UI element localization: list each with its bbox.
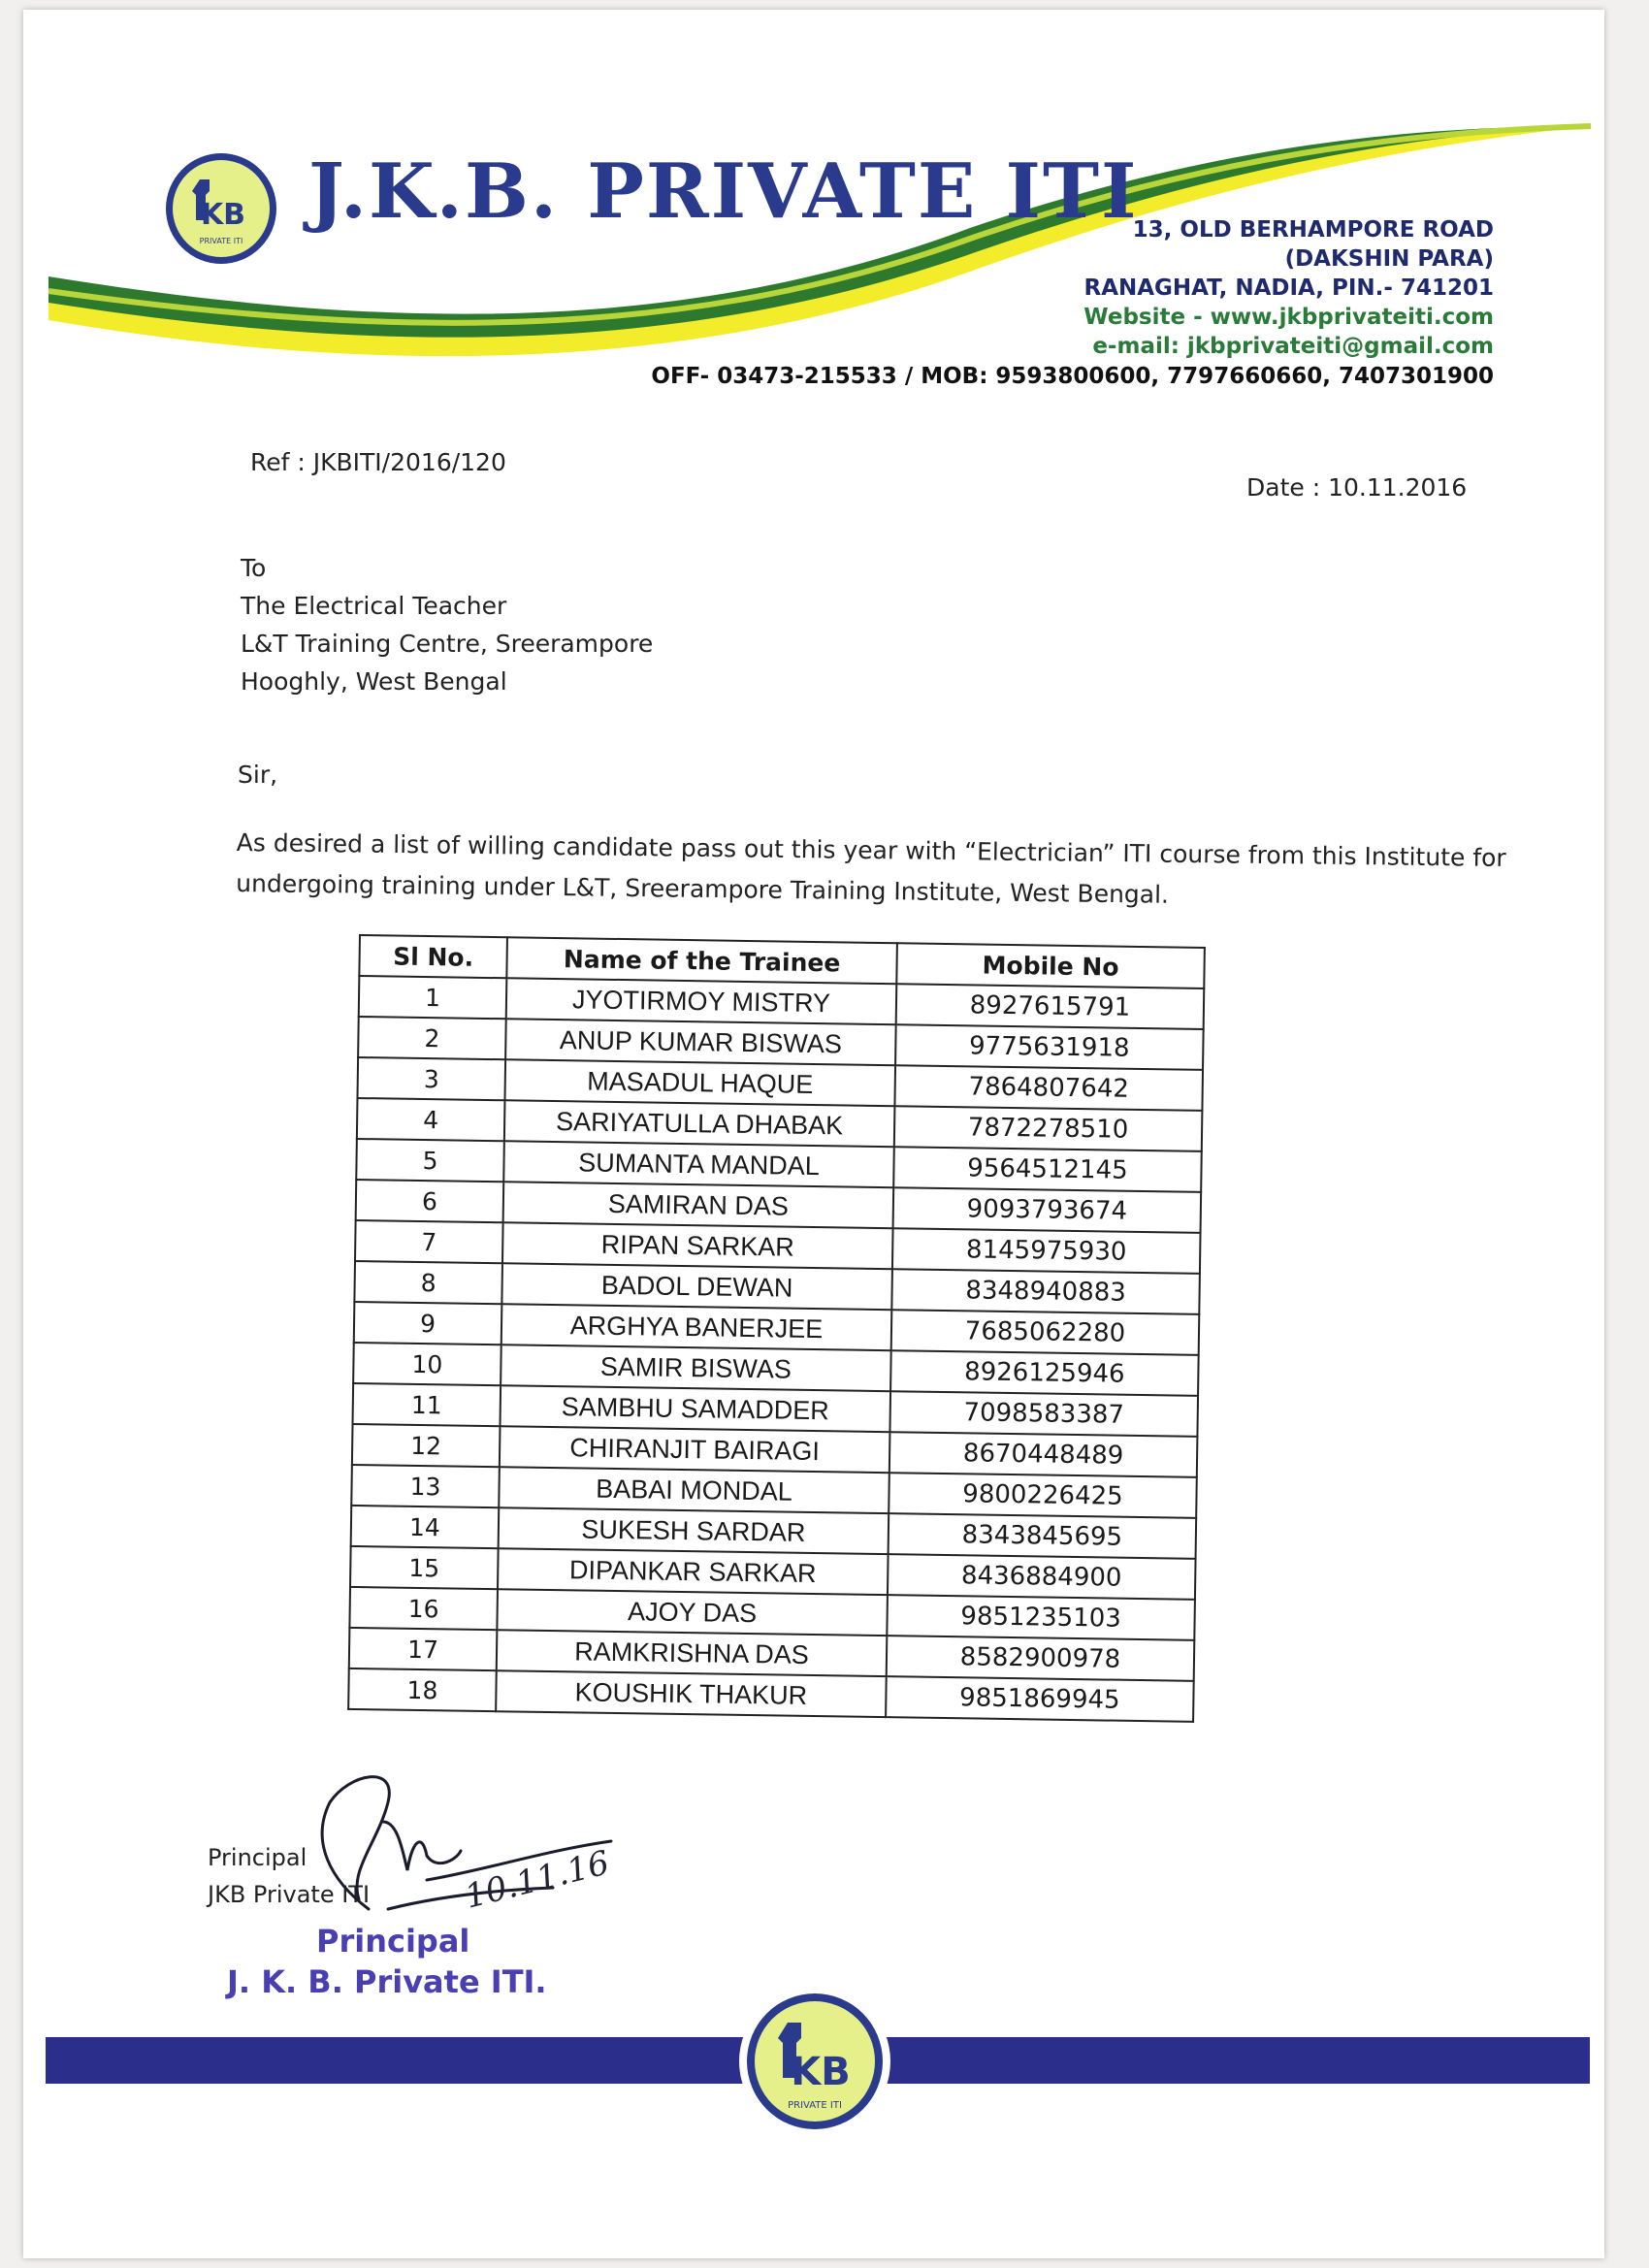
paragraph-line: As desired a list of willing candidate pass out this year with “Electrician” ITI course from this Institute for: [236, 827, 1506, 872]
cell-trainee-name: JYOTIRMOY MISTRY: [506, 978, 897, 1024]
cell-trainee-name: SAMIR BISWAS: [501, 1345, 891, 1391]
cell-sl-no: 15: [350, 1546, 499, 1589]
recipient-line: Hooghly, West Bengal: [241, 667, 507, 696]
cell-trainee-name: CHIRANJIT BAIRAGI: [500, 1426, 890, 1473]
handwritten-signature: [291, 1764, 621, 1928]
cell-sl-no: 6: [356, 1180, 504, 1222]
cell-sl-no: 2: [358, 1017, 506, 1059]
paragraph-line: undergoing training under L&T, Sreerampore Training Institute, West Bengal.: [236, 868, 1170, 909]
cell-trainee-name: DIPANKAR SARKAR: [498, 1548, 889, 1595]
cell-sl-no: 12: [352, 1424, 501, 1467]
cell-trainee-name: KOUSHIK THAKUR: [496, 1670, 887, 1717]
address-line-1: 13, OLD BERHAMPORE ROAD: [1132, 217, 1494, 243]
cell-mobile-no: 7685062280: [891, 1310, 1200, 1355]
cell-trainee-name: AJOY DAS: [497, 1589, 888, 1636]
cell-sl-no: 11: [353, 1383, 501, 1426]
cell-mobile-no: 9851869945: [886, 1676, 1194, 1722]
body-paragraph: [236, 823, 1506, 920]
cell-mobile-no: 7864807642: [894, 1065, 1203, 1111]
cell-sl-no: 18: [348, 1669, 497, 1711]
cell-sl-no: 3: [357, 1057, 505, 1100]
svg-text:PRIVATE ITI: PRIVATE ITI: [788, 2100, 842, 2111]
cell-sl-no: 7: [355, 1220, 503, 1263]
stamp-line-1: Principal: [316, 1923, 470, 1960]
svg-text:KB: KB: [791, 2050, 851, 2094]
cell-mobile-no: 8436884900: [888, 1554, 1196, 1600]
cell-sl-no: 13: [351, 1465, 500, 1507]
signatory-title: Principal: [208, 1844, 307, 1871]
address-line-3: RANAGHAT, NADIA, PIN.- 741201: [1083, 275, 1494, 301]
cell-sl-no: 17: [349, 1628, 498, 1670]
column-header-sl-no: Sl No.: [359, 935, 507, 978]
cell-mobile-no: 8670448489: [889, 1432, 1198, 1477]
address-line-2: (DAKSHIN PARA): [1284, 246, 1494, 272]
to-line: To: [241, 554, 267, 582]
cell-trainee-name: SUMANTA MANDAL: [503, 1141, 894, 1187]
stamp-line-2: J. K. B. Private ITI.: [227, 1963, 547, 2000]
cell-sl-no: 10: [353, 1343, 501, 1385]
cell-mobile-no: 7872278510: [894, 1106, 1203, 1151]
cell-sl-no: 1: [359, 976, 507, 1019]
cell-mobile-no: 9564512145: [893, 1147, 1202, 1192]
signatory-org: JKB Private ITI: [208, 1881, 371, 1908]
reference-number: Ref : JKBITI/2016/120: [250, 448, 506, 476]
cell-sl-no: 4: [357, 1098, 505, 1141]
jkb-logo-icon: [163, 150, 279, 267]
recipient-line: The Electrical Teacher: [241, 592, 507, 620]
cell-sl-no: 8: [354, 1261, 502, 1304]
cell-sl-no: 9: [354, 1302, 502, 1345]
cell-trainee-name: SAMBHU SAMADDER: [500, 1385, 890, 1432]
cell-mobile-no: 9775631918: [895, 1024, 1204, 1070]
cell-mobile-no: 9800226425: [889, 1473, 1197, 1518]
address-block: [1083, 215, 1494, 361]
table-body: [348, 976, 1204, 1722]
cell-mobile-no: 8926125946: [890, 1350, 1199, 1396]
cell-mobile-no: 8348940883: [891, 1269, 1200, 1314]
handwritten-date: 10.11.16: [461, 1843, 613, 1917]
cell-trainee-name: MASADUL HAQUE: [504, 1059, 895, 1106]
institute-name: J.K.B. PRIVATE ITI: [308, 147, 1139, 236]
cell-mobile-no: 9851235103: [887, 1595, 1195, 1640]
email-text: e-mail: jkbprivateiti@gmail.com: [1092, 334, 1494, 359]
cell-sl-no: 16: [349, 1587, 498, 1630]
phone-numbers: OFF- 03473-215533 / MOB: 9593800600, 7797660660, 7407301900: [651, 364, 1494, 389]
cell-mobile-no: 8582900978: [887, 1636, 1195, 1681]
salutation: Sir,: [238, 761, 278, 789]
svg-text:PRIVATE ITI: PRIVATE ITI: [199, 237, 243, 245]
cell-mobile-no: 8343845695: [889, 1513, 1197, 1559]
cell-mobile-no: 7098583387: [889, 1391, 1198, 1437]
letter-date: Date : 10.11.2016: [1246, 473, 1468, 502]
column-header-name: Name of the Trainee: [506, 937, 897, 984]
column-header-mobile: Mobile No: [896, 943, 1205, 988]
cell-sl-no: 14: [351, 1506, 500, 1548]
cell-mobile-no: 8927615791: [896, 984, 1205, 1029]
cell-trainee-name: ANUP KUMAR BISWAS: [505, 1019, 896, 1065]
cell-trainee-name: ARGHYA BANERJEE: [501, 1304, 892, 1350]
cell-trainee-name: SAMIRAN DAS: [503, 1182, 894, 1228]
cell-trainee-name: RAMKRISHNA DAS: [497, 1630, 888, 1676]
cell-trainee-name: BABAI MONDAL: [499, 1467, 889, 1513]
cell-sl-no: 5: [356, 1139, 504, 1182]
cell-mobile-no: 8145975930: [892, 1228, 1201, 1274]
svg-text:KB: KB: [200, 198, 246, 232]
recipient-line: L&T Training Centre, Sreerampore: [241, 630, 654, 658]
trainee-table: [347, 934, 1206, 1723]
website-text: Website - www.jkbprivateiti.com: [1083, 305, 1494, 330]
cell-trainee-name: BADOL DEWAN: [501, 1263, 892, 1310]
cell-trainee-name: SUKESH SARDAR: [499, 1507, 889, 1554]
cell-mobile-no: 9093793674: [893, 1187, 1202, 1233]
cell-trainee-name: RIPAN SARKAR: [502, 1222, 893, 1269]
jkb-footer-logo-icon: [737, 1984, 892, 2139]
cell-trainee-name: SARIYATULLA DHABAK: [504, 1100, 895, 1147]
recipient-address: [241, 549, 653, 700]
